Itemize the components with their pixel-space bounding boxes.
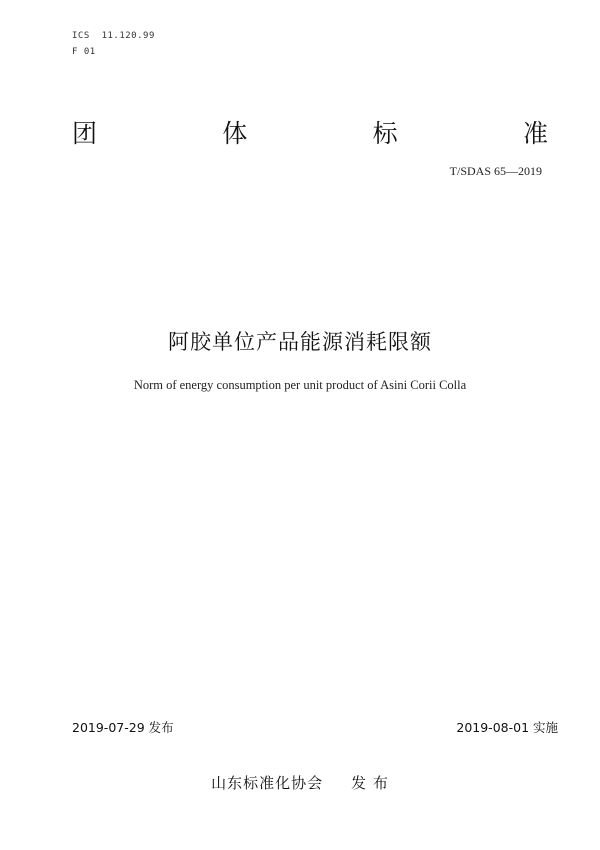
issue-date: 2019-07-29 发布 [72,720,174,735]
standard-type-char: 标 [372,119,398,148]
ccs-code: F 01 [72,47,96,57]
publisher-line [0,772,600,793]
standard-type-char: 体 [222,119,248,148]
publisher-action: 发 布 [351,774,389,792]
standard-type-char: 准 [522,119,548,148]
document-title-english: Norm of energy consumption per unit product of Asini Corii Colla [133,378,467,392]
standard-type-heading [72,114,548,150]
header-divider [72,154,548,155]
standard-type-char: 团 [72,119,98,148]
document-title-chinese: 阿胶单位产品能源消耗限额 [168,330,432,354]
ics-code: ICS 11.120.99 [72,31,155,41]
standard-number: T/SDAS 65—2019 [449,164,542,178]
implementation-date: 2019-08-01 实施 [456,720,558,735]
publisher-name: 山东标准化协会 [211,774,324,792]
